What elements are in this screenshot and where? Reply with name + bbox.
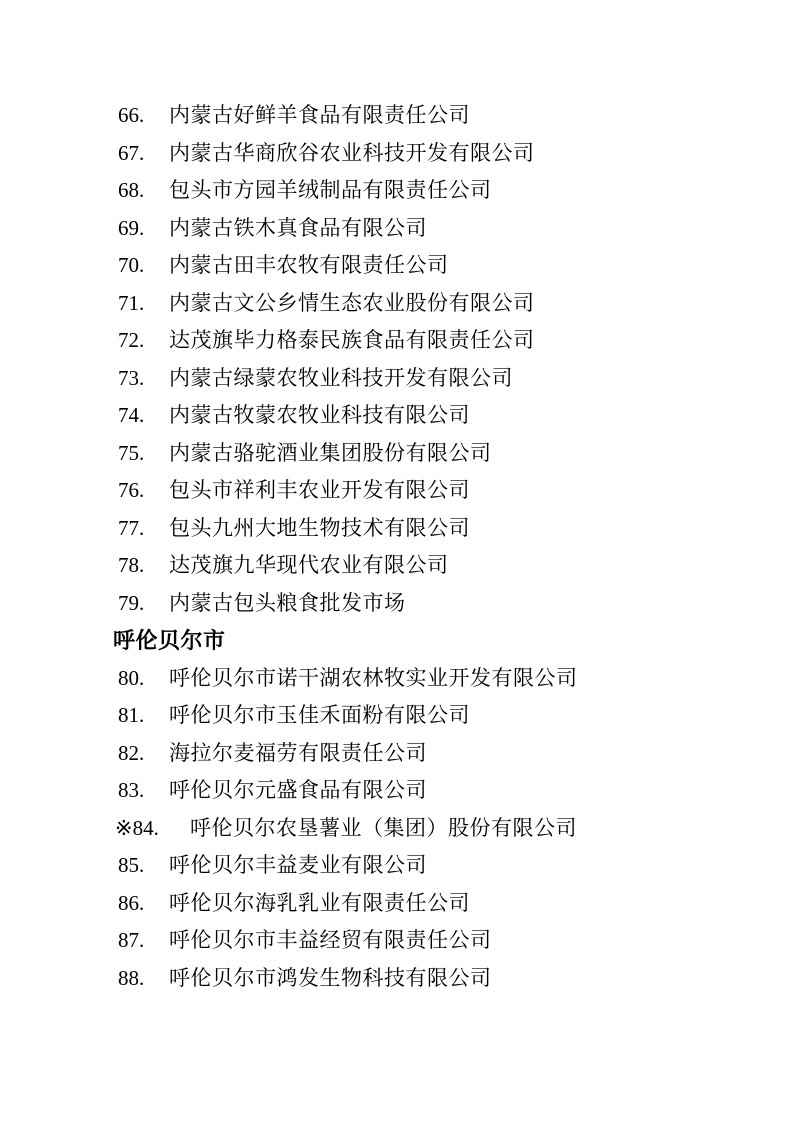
list-item: [118, 210, 733, 248]
company-name: 内蒙古绿蒙农牧业科技开发有限公司: [169, 365, 513, 390]
company-name: 呼伦贝尔丰益麦业有限公司: [169, 853, 427, 877]
company-name: 达茂旗毕力格泰民族食品有限责任公司: [169, 328, 535, 352]
company-name: 内蒙古好鲜羊食品有限责任公司: [169, 103, 470, 127]
item-number: 72.: [118, 328, 145, 352]
company-name: 呼伦贝尔农垦薯业（集团）股份有限公司: [190, 815, 577, 840]
list-item: [118, 135, 733, 173]
company-name: 呼伦贝尔元盛食品有限公司: [169, 778, 427, 802]
company-name: 达茂旗九华现代农业有限公司: [169, 553, 449, 577]
list-item: [118, 585, 733, 623]
list-item: [118, 660, 733, 698]
item-number: 71.: [118, 290, 145, 315]
company-name: 包头市祥利丰农业开发有限公司: [169, 478, 470, 502]
item-number: 83.: [118, 778, 145, 802]
list-item: [118, 285, 733, 323]
list-item: [118, 697, 733, 735]
list-item: [118, 322, 733, 360]
company-name: 呼伦贝尔市丰益经贸有限责任公司: [169, 928, 492, 952]
item-number: 67.: [118, 140, 145, 165]
list-item: [118, 960, 733, 998]
item-number: 73.: [118, 365, 145, 390]
item-number: 77.: [118, 515, 145, 540]
section-heading-hulunbuir: 呼伦贝尔市: [113, 628, 226, 653]
list-item: [118, 922, 733, 960]
list-item: [118, 360, 733, 398]
item-number: 70.: [118, 253, 145, 277]
item-number: 75.: [118, 440, 145, 465]
company-name: 内蒙古华商欣谷农业科技开发有限公司: [169, 140, 535, 165]
item-number: 66.: [118, 103, 145, 127]
list-item: [118, 472, 733, 510]
item-number: 79.: [118, 590, 145, 615]
company-name: 呼伦贝尔市鸿发生物科技有限公司: [169, 965, 492, 990]
list-item: [118, 772, 733, 810]
company-name: 呼伦贝尔市玉佳禾面粉有限公司: [169, 703, 470, 727]
item-number: 86.: [118, 890, 145, 915]
item-number: 87.: [118, 928, 145, 952]
item-number: 85.: [118, 853, 145, 877]
item-number-with-marker: ※84.: [115, 815, 159, 840]
list-item: [118, 547, 733, 585]
company-name: 海拉尔麦福劳有限责任公司: [169, 740, 427, 765]
list-item: [118, 435, 733, 473]
item-number: 80.: [118, 665, 145, 690]
list-item-marked: [115, 810, 733, 848]
company-name: 呼伦贝尔市诺干湖农林牧实业开发有限公司: [169, 665, 578, 690]
list-item: [118, 247, 733, 285]
item-number: 69.: [118, 215, 145, 240]
list-item: [118, 735, 733, 773]
item-number: 88.: [118, 965, 145, 990]
company-name: 内蒙古骆驼酒业集团股份有限公司: [169, 440, 492, 465]
list-item: [118, 397, 733, 435]
company-name: 内蒙古文公乡情生态农业股份有限公司: [169, 290, 535, 315]
item-number: 81.: [118, 703, 145, 727]
list-item: [118, 885, 733, 923]
item-number: 76.: [118, 478, 145, 502]
list-item: [118, 172, 733, 210]
company-name: 内蒙古田丰农牧有限责任公司: [169, 253, 449, 277]
item-number: 68.: [118, 178, 145, 202]
item-number: 74.: [118, 403, 145, 427]
list-item: [118, 847, 733, 885]
company-name: 内蒙古包头粮食批发市场: [169, 590, 406, 615]
company-name: 包头市方园羊绒制品有限责任公司: [169, 178, 492, 202]
list-item: [118, 97, 733, 135]
item-number: 78.: [118, 553, 145, 577]
company-name: 内蒙古铁木真食品有限公司: [169, 215, 427, 240]
list-item: [118, 510, 733, 548]
company-name: 呼伦贝尔海乳乳业有限责任公司: [169, 890, 470, 915]
company-name: 包头九州大地生物技术有限公司: [169, 515, 470, 540]
item-number: 82.: [118, 740, 145, 765]
company-name: 内蒙古牧蒙农牧业科技有限公司: [169, 403, 470, 427]
